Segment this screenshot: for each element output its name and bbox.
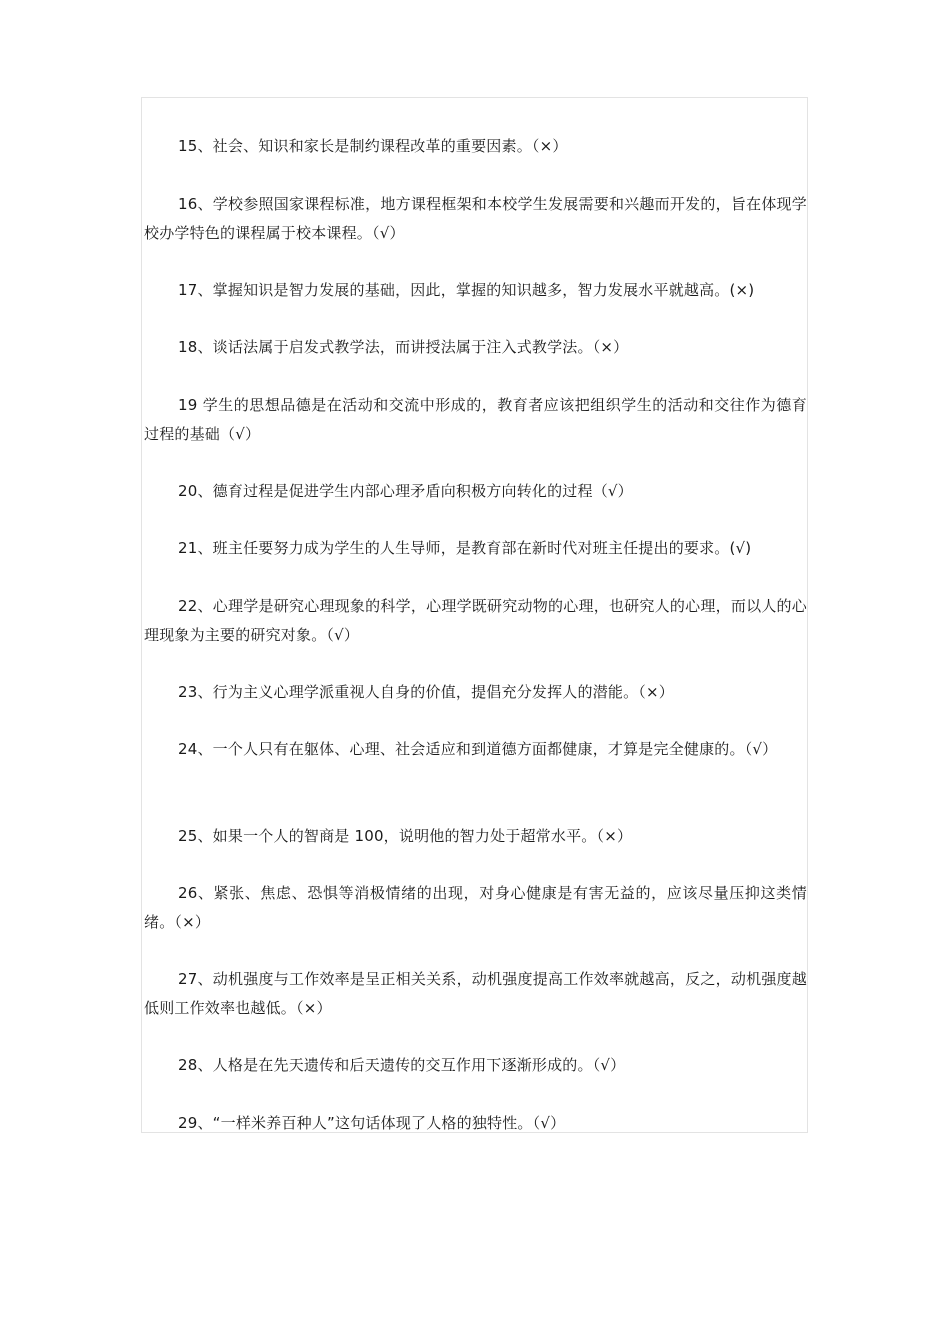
statement-23: 23、行为主义心理学派重视人自身的价值，提倡充分发挥人的潜能。（×） [178,683,674,701]
statement-18: 18、谈话法属于启发式教学法，而讲授法属于注入式教学法。（×） [178,338,629,356]
statement-25: 25、如果一个人的智商是 100，说明他的智力处于超常水平。（×） [178,827,633,845]
statement-17: 17、掌握知识是智力发展的基础，因此，掌握的知识越多，智力发展水平就越高。(×) [178,281,755,299]
statement-20: 20、德育过程是促进学生内部心理矛盾向积极方向转化的过程（√） [178,482,633,500]
statement-16: 16、学校参照国家课程标准，地方课程框架和本校学生发展需要和兴趣而开发的，旨在体现学校办学特色的课程属于校本课程。（√） [144,195,807,242]
statement-27: 27、动机强度与工作效率是呈正相关关系，动机强度提高工作效率就越高，反之，动机强度越低则工作效率也越低。（×） [144,970,807,1017]
document-page [141,97,808,1133]
statement-29: 29、“一样米养百种人”这句话体现了人格的独特性。（√） [178,1114,566,1132]
statement-21: 21、班主任要努力成为学生的人生导师，是教育部在新时代对班主任提出的要求。(√) [178,539,752,557]
statement-19: 19 学生的思想品德是在活动和交流中形成的，教育者应该把组织学生的活动和交往作为德育过程的基础（√） [144,396,807,443]
statement-22: 22、心理学是研究心理现象的科学，心理学既研究动物的心理，也研究人的心理，而以人的心理现象为主要的研究对象。（√） [144,597,807,644]
statement-24: 24、一个人只有在躯体、心理、社会适应和到道德方面都健康，才算是完全健康的。（√） [178,740,778,758]
statement-15: 15、社会、知识和家长是制约课程改革的重要因素。（×） [178,137,568,155]
statement-28: 28、人格是在先天遗传和后天遗传的交互作用下逐渐形成的。（√） [178,1056,626,1074]
statement-26: 26、紧张、焦虑、恐惧等消极情绪的出现，对身心健康是有害无益的，应该尽量压抑这类情绪。（×） [144,884,807,931]
